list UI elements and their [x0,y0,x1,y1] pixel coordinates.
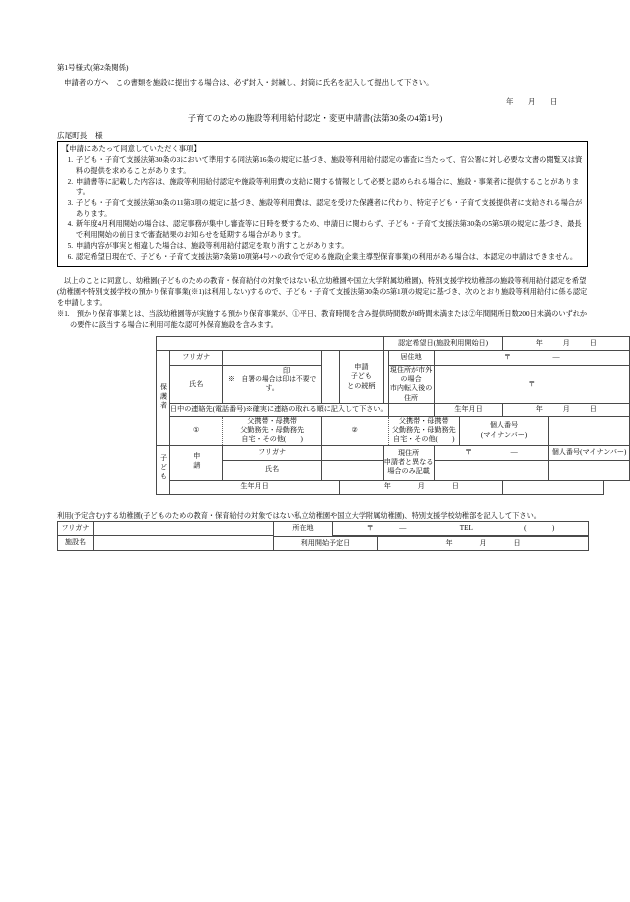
consent-list [62,155,583,262]
consent-item-number: 4. [67,220,73,229]
facility-furigana-label: フリガナ [58,522,94,536]
facility-start-date-value[interactable] [378,537,589,551]
table-row [157,337,630,351]
child-birth-month: 月 [417,482,425,491]
child-postal-dash: — [510,447,518,456]
date-month-label: 月 [528,97,536,106]
guardian-section-label [157,351,170,446]
contact-header: 日中の連絡先(電話番号)※確実に連絡の取れる順に記入して下さい。 [170,403,389,416]
list-item [62,241,583,252]
facility-table [57,521,589,551]
guardian-birthdate-label: 生年月日 [434,403,503,416]
facility-postal-mark: 〒 [366,523,374,532]
outside-city-line1: 現住所が市外の場合 [389,366,433,384]
consent-item-text: 申請書等に記載した内容は、施設等利用給付認定や施設等利用費の支給に関する情報として必要と認められる場合に、施設・事業者に提供することがあります。 [76,177,580,197]
child-address-postal[interactable] [434,445,549,460]
facility-address-postal-row[interactable] [333,522,589,536]
table-row [157,351,630,366]
document-date [506,97,557,108]
consent-box [57,141,588,267]
consent-item-number: 5. [67,241,73,250]
consent-item-text: 認定希望日現在で、子ども・子育て支援法第7条第10項第4号ハの政令で定める施設(企業主導型保育事業)の利用がある場合は、本認定の申請はできません。 [76,252,578,261]
facility-tel-paren-open: ( [524,523,527,532]
list-item [62,198,583,219]
list-item [62,252,583,263]
relation-label-line1: 申請 [354,363,369,372]
guardian-birthdate-value[interactable] [503,403,630,416]
child-birthdate-value[interactable] [340,480,503,494]
seal-note: ※ 自署の場合は印は不要です。 [227,375,317,393]
guardian-mynumber-line1: 個人番号 [489,421,519,430]
applicant-table [156,336,630,495]
consent-item-text: 子ども・子育て支援法第30条の11第3項の規定に基づき、施設等利用費は、認定を受けた保護者に代わり、特定子ども・子育て支援提供者に支給される場合があります。 [76,198,583,218]
consent-item-text: 子ども・子育て支援法第30条の3において準用する同法第16条の規定に基づき、施設等利用給付認定の審査に当たって、官公署に対し必要な文書の閲覧又は資料の提供を求めることがあります。 [76,156,583,175]
facility-furigana-input[interactable] [94,522,274,536]
facility-start-month: 月 [479,538,487,547]
child-mynumber-input[interactable] [549,460,630,480]
contact-option-home-1: 自宅・その他( ) [241,435,303,444]
guardian-furigana-input[interactable] [223,351,321,366]
consent-item-number: 1. [67,156,73,165]
desired-date-value [503,337,630,351]
facility-start-year: 年 [445,538,453,547]
facility-tel-paren-close: ) [552,523,555,532]
child-furigana-input[interactable] [321,445,383,460]
guardian-name-input[interactable] [223,366,321,404]
child-address-line3: 場合のみ記載 [387,467,430,476]
residence-label: 居住地 [388,351,434,366]
consent-item-text: 申請内容が事実と相違した場合は、施設等利用給付認定を取り消すことがあります。 [76,241,349,250]
contact-option-mobile-2: 父携帯・母携帯 [398,416,449,425]
child-section-label [157,445,170,494]
table-row [157,480,630,494]
outside-city-postal-mark: 〒 [528,379,536,388]
seal-mark: 印 [283,367,291,375]
residence-postal-row[interactable] [434,351,629,366]
guardian-birth-month: 月 [562,405,570,414]
submission-notice: 申請者の方へ この書類を施設に提出する場合は、必ず封入・封緘し、封筒に氏名を記入して提出して下さい。 [64,78,434,87]
intro-paragraph-1: 以上のことに同意し、幼稚園(子どものための教育・保育給付の対象ではない私立幼稚園や国立大学附属幼稚園)、特別支援学校幼稚部の施設等利用給付認定を希望(幼稚園や特別支援学校の預かり保育事業(※1)は利用しない)するので、子ども・子育て支援法第30条の5第1項の規定に基づき、次のとおり施設等利用給付に係る認定を申請します。 [57,277,588,307]
contact-option-home-2: 自宅・その他( ) [392,435,455,444]
facility-start-date-ymd [378,539,588,548]
child-furigana-label: フリガナ [223,445,321,460]
guardian-name-label: 氏名 [170,366,223,404]
facility-note: 利用(予定含む)する幼稚園(子どものための教育・保育給付の対象ではない私立幼稚園や国立大学附属幼稚園)、特別支援学校幼稚部を記入して下さい。 [57,512,541,520]
facility-start-day: 日 [513,538,521,547]
child-address-label [383,445,434,480]
child-postal-mark: 〒 [464,447,473,456]
outside-city-line2: 市内転入後の住所 [389,384,433,402]
form-number: 第1号様式(第2条関係) [57,63,129,72]
child-birth-day: 日 [451,482,459,491]
guardian-birth-day: 日 [589,405,597,414]
facility-table-grid [57,521,589,551]
facility-address-label: 所在地 [274,522,333,537]
relation-label-line3: との続柄 [347,381,376,390]
facility-postal-dash: — [399,523,407,532]
guardian-mynumber-line2: (マイナンバー) [480,430,528,439]
child-birth-year: 年 [383,482,391,491]
consent-item-number: 6. [67,252,73,261]
facility-start-date-label: 利用開始予定日 [274,537,378,551]
contact-option-work-1: 父勤務先・母勤務先 [240,426,305,435]
consent-item-number: 2. [67,177,73,186]
residence-postal-dash: — [552,353,560,362]
table-row [157,403,630,416]
applicant-label-vertical: 申請 [192,451,201,471]
contact-option-mobile-1: 父携帯・母携帯 [247,416,297,425]
date-year-label: 年 [506,97,514,106]
desired-date-header: 認定希望日(施設利用開始日) [383,337,503,351]
contact-option-work-2: 父勤務先・母勤務先 [391,426,456,435]
intro-paragraph-2 [57,309,590,331]
child-address-input[interactable] [434,460,549,480]
child-birthdate-label: 生年月日 [170,480,340,494]
guardian-birth-year: 年 [535,405,543,414]
guardian-mynumber-input[interactable] [549,416,630,445]
table-row [157,416,630,445]
desired-date-day: 日 [589,338,597,347]
guardian-seal-cell [321,351,339,404]
residence-postal-mark: 〒 [503,353,511,362]
contact-options-1[interactable] [223,416,321,445]
desired-date-month: 月 [562,338,570,347]
child-label-vertical: 子ども [159,454,168,482]
child-birthdate-ymd [340,482,502,491]
child-name-input[interactable] [321,460,383,480]
date-day-label: 日 [550,97,558,106]
empty-cell [503,480,604,494]
outside-city-label [388,366,434,404]
outside-city-input[interactable] [434,366,629,404]
table-row [58,522,589,536]
contact-number-2: ② [321,416,388,445]
guardian-birthdate-ymd [503,405,629,414]
guardian-mynumber-label [459,416,548,445]
desired-date-year: 年 [535,338,543,347]
empty-cell [157,337,384,351]
guardian-furigana-label: フリガナ [170,351,223,366]
child-address-line2: 申請者と異なる [383,457,434,466]
child-mynumber-label: 個人番号(マイナンバー) [549,445,630,460]
child-applicant-label [170,445,223,480]
facility-name-label: 施設名 [58,536,94,551]
contact-number-1: ① [170,416,223,445]
facility-name-input[interactable] [94,536,274,551]
facility-tel-label: TEL [459,523,473,532]
list-item [62,177,583,198]
intro-paragraph-2-text: ※1. 預かり保育事業とは、当該幼稚園等が実施する預かり保育事業が、①平日、教育時間を含み提供時間数が8時間未満または②年間開所日数200日未満のいずれかの要件に該当する場合に利用可能な認可外保育施設を含みます。 [57,310,588,330]
relation-label [340,351,384,404]
relation-label-line2: 子ども [350,372,372,381]
intro-paragraphs [57,276,590,331]
child-name-label: 氏名 [223,460,321,480]
table-row [157,445,630,460]
guardian-label-vertical: 保護者 [159,382,168,410]
consent-item-text: 新年度4月利用開始の場合は、認定事務が集中し審査等に日時を要するため、申請日に関わらず、子ども・子育て支援法第30条の5第5項の規定に基づき、最長で利用開始の前日まで審査結果のお知らせを延期する場合があります。 [76,220,582,240]
consent-heading: 【申請にあたって同意していただく事項】 [62,144,201,153]
spacer-cell [388,403,434,416]
applicant-table-grid [156,336,630,495]
list-item [62,155,583,176]
list-item [62,219,583,240]
desired-date-ymd [503,339,629,348]
consent-item-number: 3. [67,198,73,207]
child-address-line1: 現住所 [397,448,420,457]
contact-options-2[interactable] [388,416,459,445]
addressee: 広尾町長 様 [57,131,103,140]
table-row [157,366,630,404]
page-title: 子育てのための施設等利用給付認定・変更申請書(法第30条の4第1号) [187,114,443,123]
